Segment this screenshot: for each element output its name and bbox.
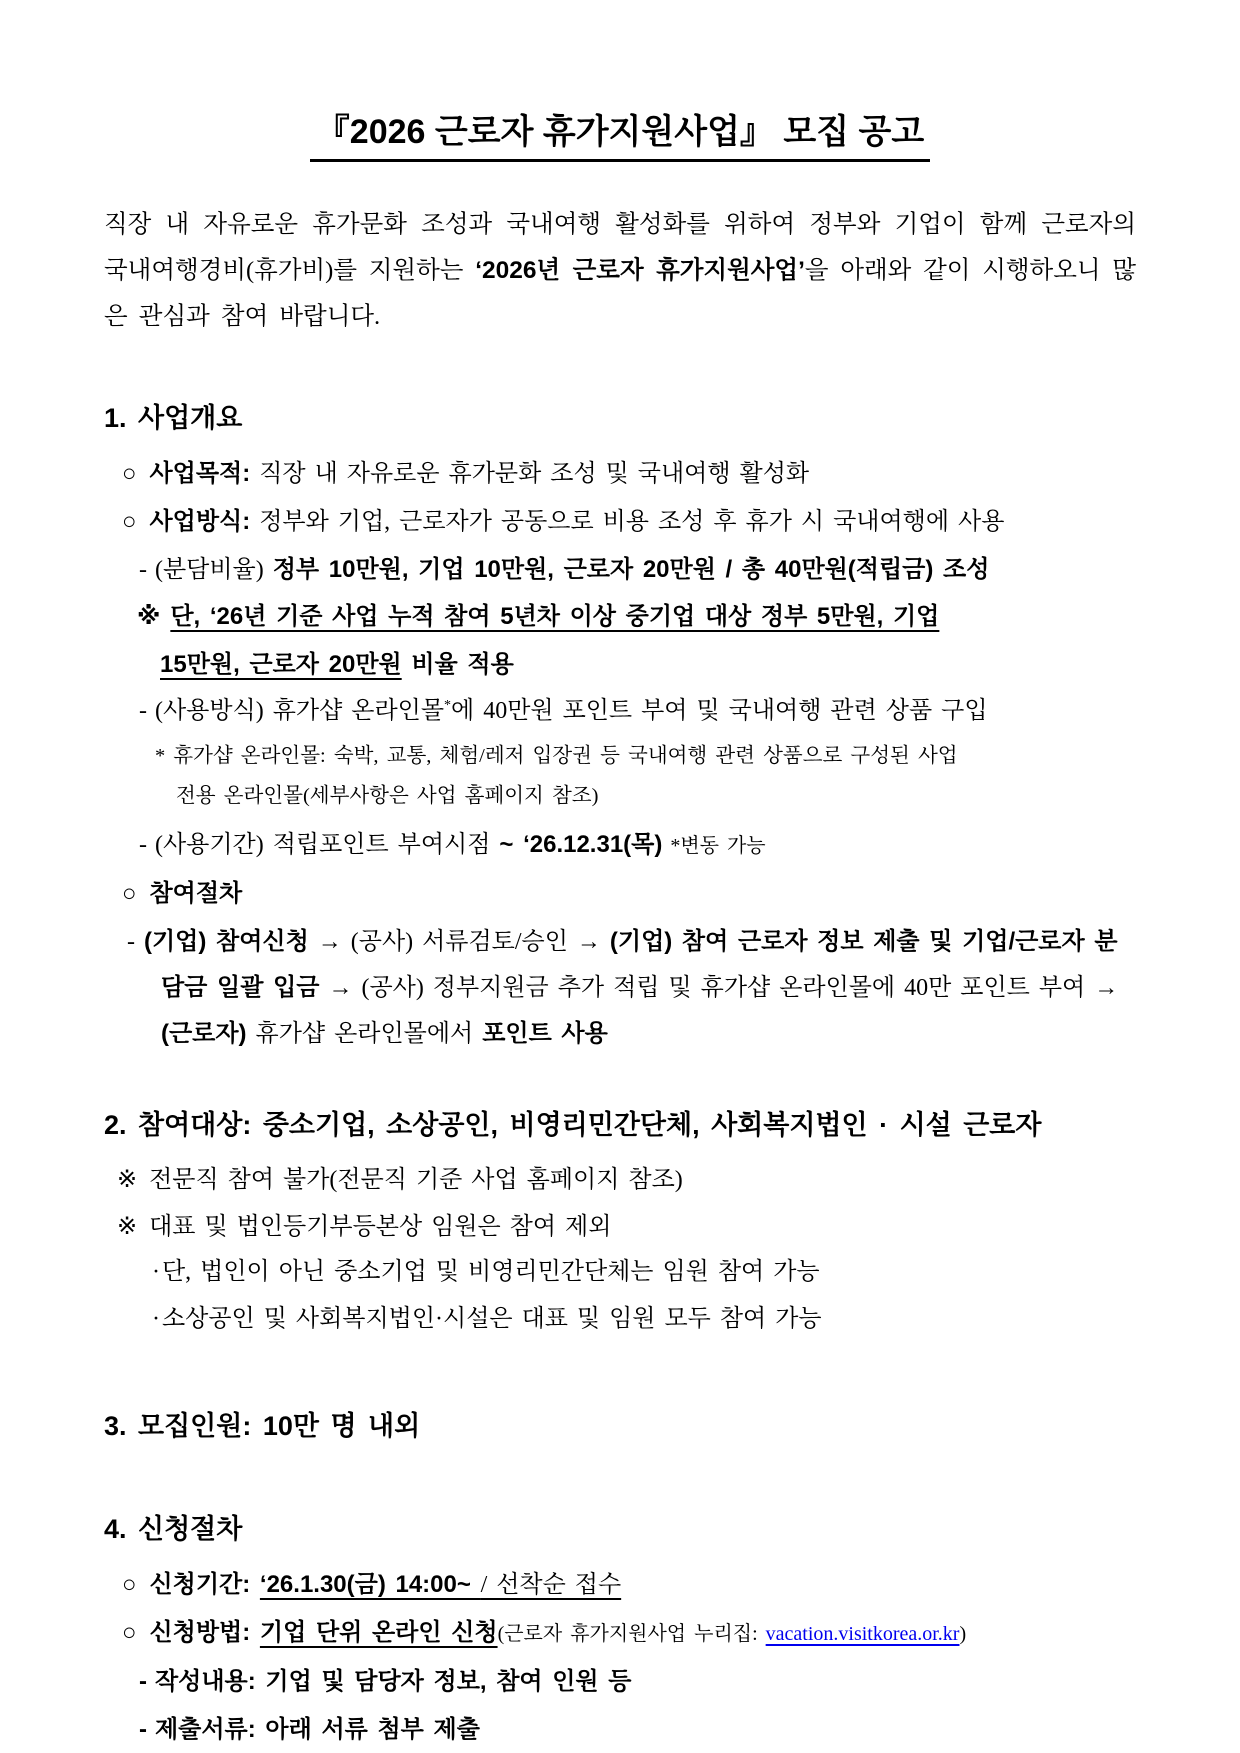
vacation-website-link[interactable]: vacation.visitkorea.or.kr (765, 1623, 960, 1645)
reference-mark: ※ (117, 1167, 138, 1193)
item-executives-excluded (104, 1205, 1136, 1250)
item-usage-method (104, 689, 1136, 734)
note-line2-underlined: 15만원, 근로자 20만원 (160, 651, 402, 678)
dash-bullet: - (139, 698, 147, 724)
method-text: 정부와 기업, 근로자가 공동으로 비용 조성 후 휴가 시 국내여행에 사용 (250, 509, 1005, 535)
intro-paragraph (104, 202, 1136, 340)
application-method-online: 기업 단위 온라인 신청 (259, 1619, 498, 1646)
intro-text-1: 직장 내 자유로운 휴가문화 조성과 국내여행 활성화를 위하여 정부와 기업이 함께 근로자의 국내여행경비(휴가비)를 지원하는 (104, 211, 1136, 284)
footnote-vacation-shop (104, 736, 1136, 816)
proc-use-points: 포인트 사용 (482, 1020, 608, 1047)
item-business-method (104, 499, 1136, 545)
intro-program-name: ‘2026년 근로자 휴가지원사업’ (475, 257, 805, 284)
submission-docs-text: 아래 서류 첨부 제출 (255, 1716, 480, 1743)
footnote-line2: 전용 온라인몰(세부사항은 사업 홈페이지 참조) (176, 785, 599, 807)
section4-heading: 4. 신청절차 (104, 1514, 243, 1544)
item-business-purpose (104, 451, 1136, 497)
circle-bullet: ○ (122, 1620, 137, 1646)
ratio-prefix: (분담비율) (155, 557, 273, 583)
purpose-text: 직장 내 자유로운 휴가문화 조성 및 국내여행 활성화 (250, 461, 810, 487)
item-usage-period (104, 822, 1136, 869)
item-participation-procedure-label (104, 871, 1136, 917)
note-line2-rest: 비율 적용 (401, 651, 514, 678)
item-application-period (104, 1562, 1136, 1608)
item-cost-ratio (104, 547, 1136, 593)
item-exception-small-business (104, 1297, 1136, 1342)
exception-small-business-text: 소상공인 및 사회복지법인·시설은 대표 및 임원 모두 참여 가능 (162, 1306, 822, 1332)
no-professionals-text: 전문직 참여 불가(전문직 기준 사업 홈페이지 참조) (149, 1167, 683, 1193)
exception-non-corporate-text: 단, 법인이 아닌 중소기업 및 비영리민간단체는 임원 참여 가능 (162, 1259, 820, 1285)
application-period-label: 신청기간: (149, 1571, 260, 1598)
application-period-date: ‘26.1.30(금) 14:00~ (259, 1571, 481, 1598)
document-content (104, 0, 1136, 1753)
page-title-text: 『2026 근로자 휴가지원사업』 모집 공고 (310, 104, 930, 162)
dash-bullet: - (139, 1716, 147, 1743)
section1-items (104, 451, 1136, 1057)
proc-step-submit-deposit: (기업) 참여 근로자 정보 제출 및 기업/근로자 분담금 일괄 입금 (161, 928, 1118, 1001)
reference-mark: ※ (117, 1214, 138, 1240)
footnote-line1: 휴가샵 온라인몰: 숙박, 교통, 체험/레저 입장권 등 국내여행 관련 상품으로 구성된 사업 (173, 745, 958, 767)
dash-bullet: - (139, 1668, 147, 1695)
item-submission-docs (104, 1707, 1136, 1753)
purpose-label: 사업목적: (149, 460, 251, 487)
proc-mall-text: 휴가샵 온라인몰에서 (246, 1021, 483, 1047)
item-no-professionals (104, 1158, 1136, 1203)
procedure-label: 참여절차 (149, 880, 243, 907)
dash-bullet: - (139, 557, 147, 583)
ratio-amounts: 정부 10만원, 기업 10만원, 근로자 20만원 / 총 40만원(적립금) 조성 (272, 556, 990, 583)
note-line1: 단, ‘26년 기준 사업 누적 참여 5년차 이상 중기업 대상 정부 5만원, 기업 (170, 603, 940, 630)
usage-text-1: (사용방식) 휴가샵 온라인몰 (155, 698, 445, 724)
asterisk-mark: * (155, 745, 166, 767)
usage-text-2: 에 40만원 포인트 부여 및 국내여행 관련 상품 구입 (451, 698, 988, 724)
middle-dot-bullet: · (152, 1306, 160, 1332)
section4-items (104, 1562, 1136, 1753)
application-method-label: 신청방법: (149, 1619, 260, 1646)
application-period-firstcome: / 선착순 접수 (480, 1572, 622, 1598)
period-date: ~ ‘26.12.31(목) (499, 831, 663, 858)
proc-worker-label: (근로자) (161, 1020, 247, 1047)
period-change-note: *변동 가능 (662, 835, 766, 857)
dash-bullet: - (139, 832, 147, 858)
intro-text-2: 을 아래와 같이 시행하오니 많은 관심과 참여 바랍니다. (104, 257, 1136, 330)
circle-bullet: ○ (122, 1572, 137, 1598)
middle-dot-bullet: · (152, 1259, 160, 1285)
circle-bullet: ○ (122, 881, 137, 907)
section2-heading: 2. 참여대상: 중소기업, 소상공인, 비영리민간단체, 사회복지법인 · 시설 근로자 (104, 1110, 1042, 1140)
dash-bullet: - (127, 929, 135, 955)
item-exception-non-corporate (104, 1250, 1136, 1295)
form-contents-label: 작성내용: (155, 1668, 256, 1695)
reference-mark: ※ (137, 603, 161, 630)
proc-step-review: → (공사) 서류검토/승인 → (308, 929, 610, 955)
circle-bullet: ○ (122, 509, 137, 535)
period-text: (사용기간) 적립포인트 부여시점 (155, 832, 500, 858)
website-paren-open: (근로자 휴가지원사업 누리집: (497, 1623, 766, 1645)
item-application-method (104, 1610, 1136, 1657)
submission-docs-label: 제출서류: (155, 1716, 256, 1743)
page-title (104, 104, 1136, 162)
executives-excluded-text: 대표 및 법인등기부등본상 임원은 참여 제외 (149, 1214, 612, 1240)
section3-heading: 3. 모집인원: 10만 명 내외 (104, 1411, 421, 1441)
circle-bullet: ○ (122, 461, 137, 487)
proc-step-gov-points: → (공사) 정부지원금 추가 적립 및 휴가샵 온라인몰에 40만 포인트 부여 → (319, 975, 1119, 1001)
item-form-contents (104, 1659, 1136, 1705)
form-contents-text: 기업 및 담당자 정보, 참여 인원 등 (255, 1668, 632, 1695)
website-paren-close: ) (959, 1623, 967, 1645)
proc-step-company-apply: (기업) 참여신청 (144, 928, 309, 955)
item-ratio-exception-note (104, 593, 1136, 689)
footnote-asterisk: * (444, 698, 452, 713)
section1-heading: 1. 사업개요 (104, 403, 243, 433)
section2-items (104, 1158, 1136, 1342)
item-procedure-flow (104, 919, 1136, 1057)
method-label: 사업방식: (149, 508, 251, 535)
